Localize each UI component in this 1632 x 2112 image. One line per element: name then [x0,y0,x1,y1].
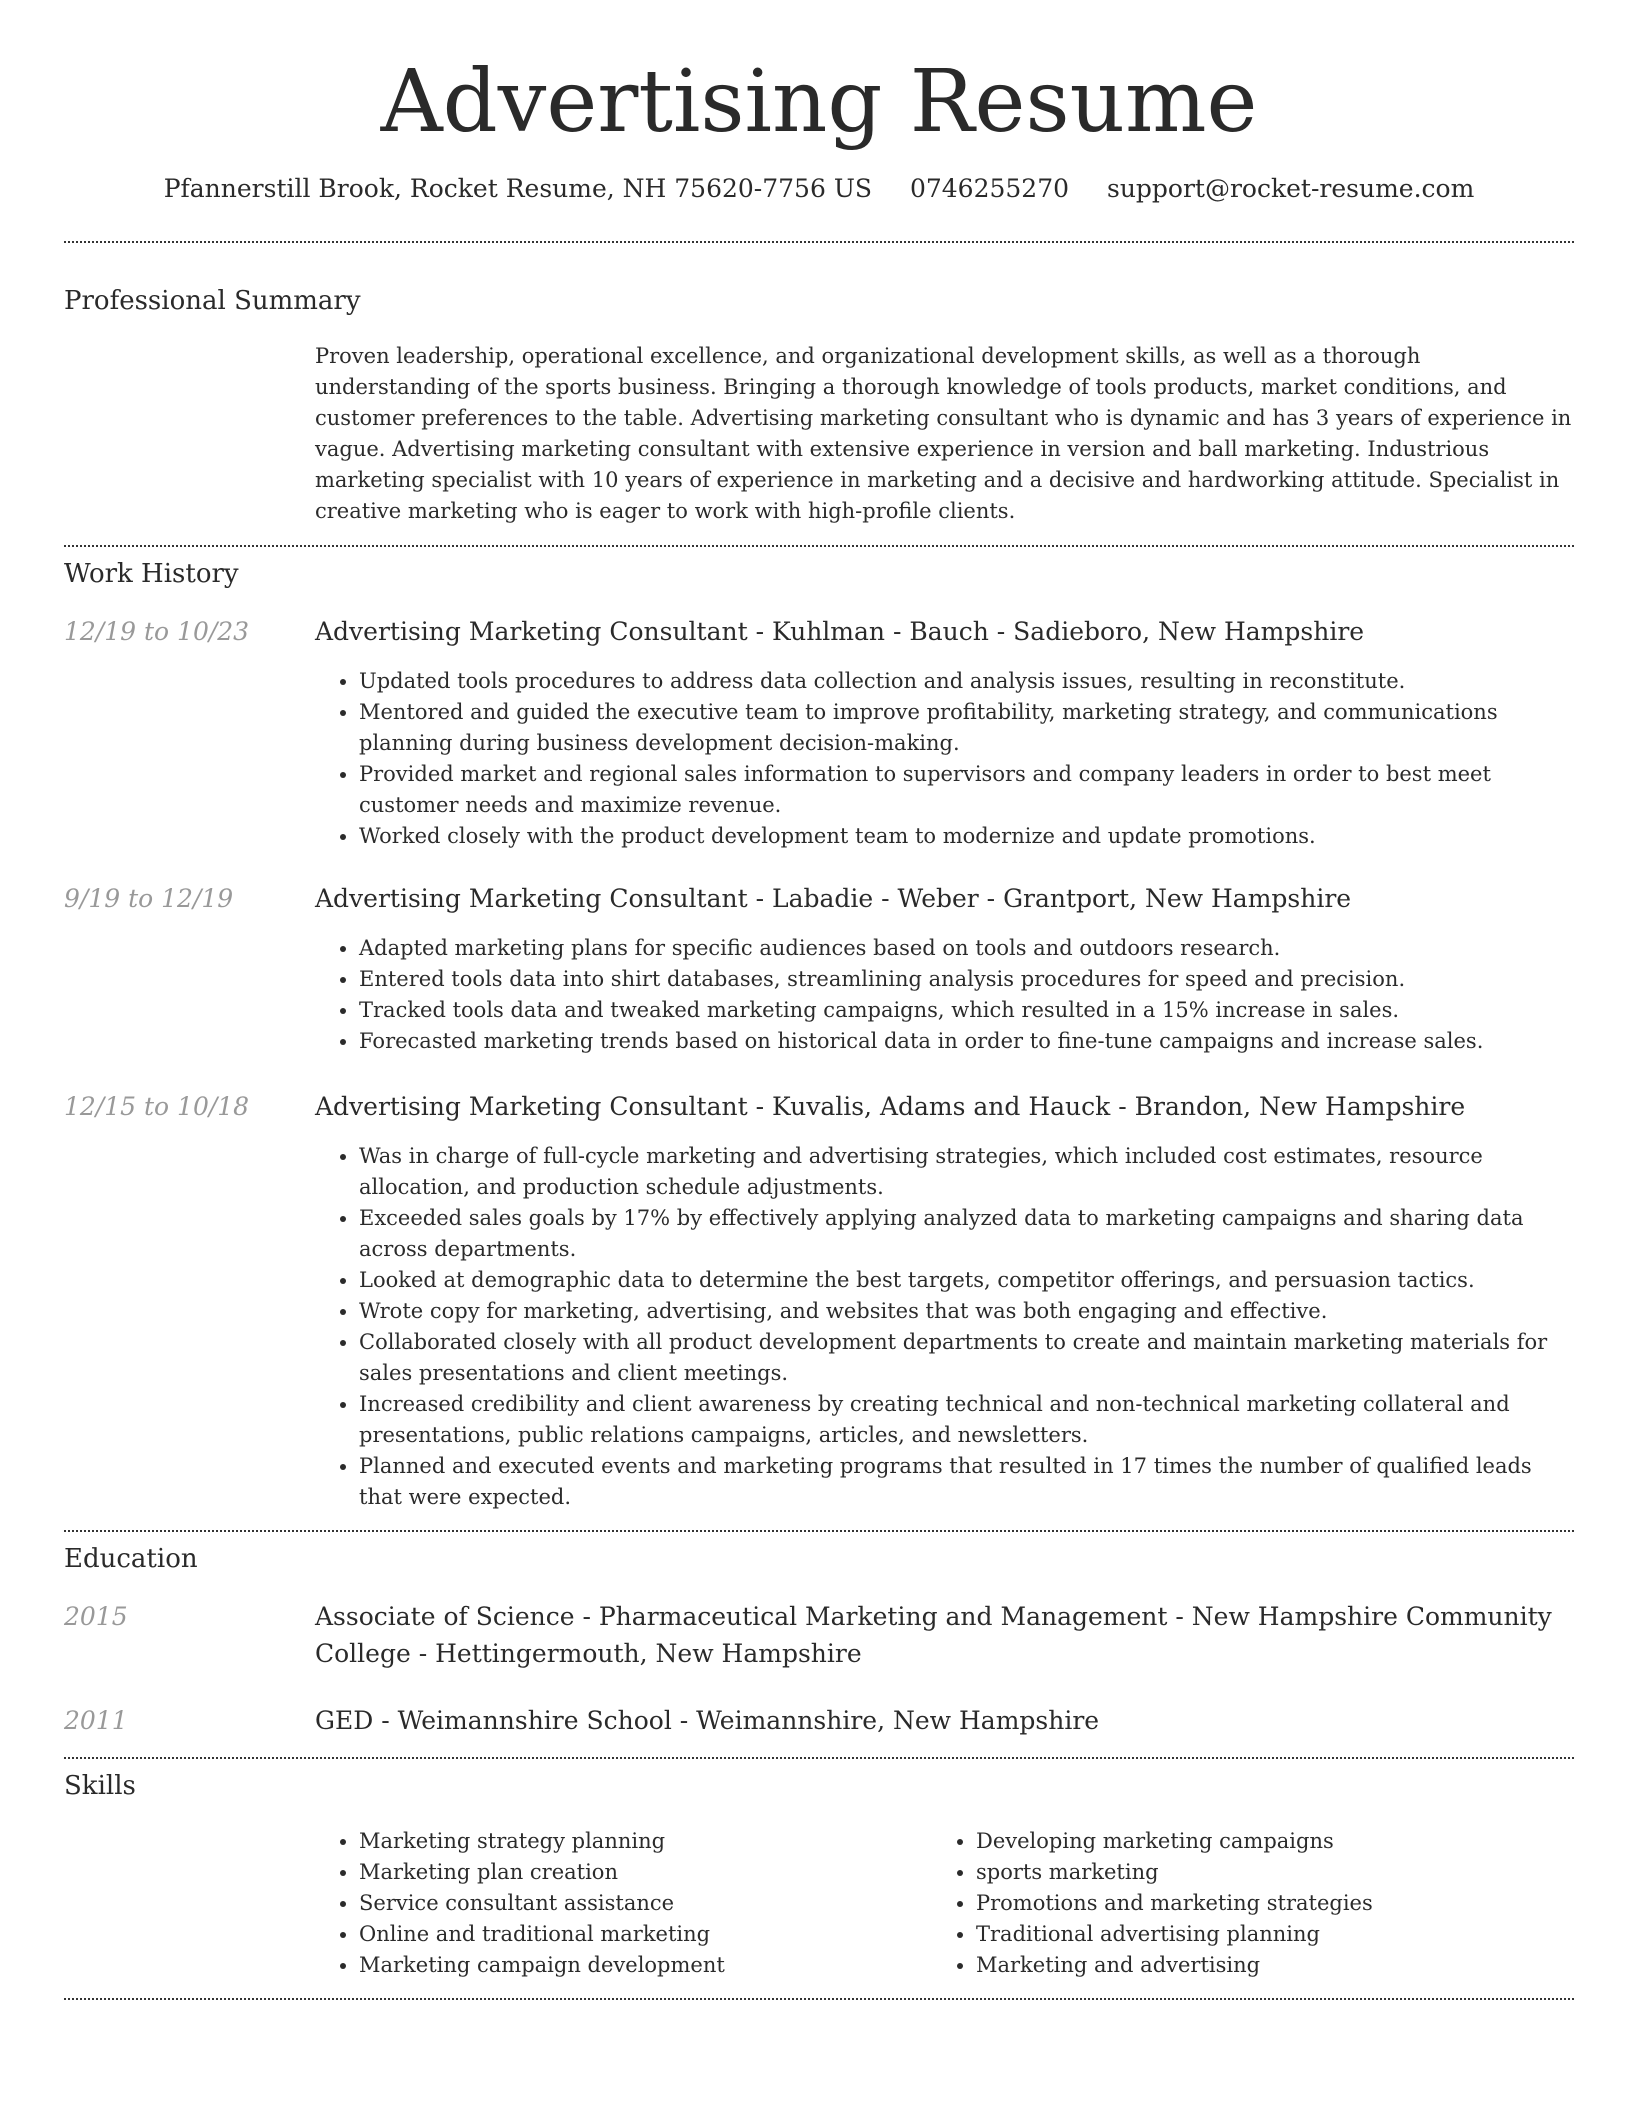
skill-item: • Marketing and advertising [976,1950,1632,1981]
job-bullet: • Planned and executed events and marketing programs that resulted in 17 times the number of qualified leads that were expected. [359,1451,1574,1513]
job-bullet: • Tracked tools data and tweaked marketing campaigns, which resulted in a 15% increase in sales. [359,995,1574,1026]
skill-item: • sports marketing [976,1857,1632,1888]
job-title: Advertising Marketing Consultant - Kuvalis, Adams and Hauck - Brandon, New Hampshire [315,1092,1466,1121]
job-bullet: • Increased credibility and client awareness by creating technical and non-technical marketing collateral and presentations, public relations campaigns, articles, and newsletters. [359,1389,1574,1451]
contact-email: support@rocket-resume.com [1106,174,1475,203]
skill-item: • Traditional advertising planning [976,1919,1632,1950]
divider [64,1530,1574,1532]
skill-item: • Promotions and marketing strategies [976,1888,1632,1919]
job-bullets [315,933,1574,1057]
education-year: 2011 [64,1706,128,1735]
skill-item: • Developing marketing campaigns [976,1826,1632,1857]
skill-item: • Service consultant assistance [359,1888,1574,1919]
job-dates: 12/19 to 10/23 [64,617,250,646]
job-bullet: • Exceeded sales goals by 17% by effectively applying analyzed data to marketing campaigns and sharing data across departments. [359,1203,1574,1265]
job-bullet: • Looked at demographic data to determine the best targets, competitor offerings, and persuasion tactics. [359,1265,1574,1296]
job-bullet: • Adapted marketing plans for specific audiences based on tools and outdoors research. [359,933,1574,964]
divider [64,241,1574,243]
job-title: Advertising Marketing Consultant - Labadie - Weber - Grantport, New Hampshire [315,884,1352,913]
skills-list-right [932,1826,1632,1981]
job-bullet: • Provided market and regional sales information to supervisors and company leaders in order to best meet customer needs and maximize revenue. [359,759,1574,821]
job-bullet: • Updated tools procedures to address data collection and analysis issues, resulting in reconstitute. [359,666,1574,697]
skill-item: • Marketing strategy planning [359,1826,1574,1857]
contact-phone: 0746255270 [909,174,1070,203]
job-bullets [315,1141,1574,1513]
skill-item: • Online and traditional marketing [359,1919,1574,1950]
job-dates: 12/15 to 10/18 [64,1092,250,1121]
section-heading-education: Education [64,1544,198,1574]
divider [64,545,1574,547]
job-bullet: • Worked closely with the product development team to modernize and update promotions. [359,821,1574,852]
skill-item: • Marketing campaign development [359,1950,1574,1981]
resume-title: Advertising Resume [380,52,1258,152]
job-title: Advertising Marketing Consultant - Kuhlman - Bauch - Sadieboro, New Hampshire [315,617,1365,646]
divider [64,1757,1574,1759]
section-heading-summary: Professional Summary [64,286,361,316]
skill-item: • Marketing plan creation [359,1857,1574,1888]
job-bullet: • Wrote copy for marketing, advertising, and websites that was both engaging and effective. [359,1296,1574,1327]
job-bullet: • Mentored and guided the executive team to improve profitability, marketing strategy, and communications planning during business development decision-making. [359,697,1574,759]
job-bullet: • Was in charge of full-cycle marketing and advertising strategies, which included cost estimates, resource allocation, and production schedule adjustments. [359,1141,1574,1203]
job-bullets [315,666,1574,852]
education-entry: GED - Weimannshire School - Weimannshire, New Hampshire [315,1706,1100,1735]
section-heading-work: Work History [64,559,239,589]
contact-address: Pfannerstill Brook, Rocket Resume, NH 75620-7756 US [163,174,873,203]
contact-line [64,172,1574,206]
summary-text: Proven leadership, operational excellence, and organizational development skills, as well as a thorough understanding of the sports business. Bringing a thorough knowledge of tools products, market conditions, and customer preferences to the table. Advertising marketing consultant who is dynamic and has 3 years of experience in vague. Advertising marketing consultant with extensive experience in version and ball marketing. Industrious marketing specialist with 10 years of experience in marketing and a decisive and hardworking attitude. Specialist in creative marketing who is eager to work with high-profile clients. [315,344,1572,523]
job-bullet: • Collaborated closely with all product development departments to create and maintain marketing materials for sales presentations and client meetings. [359,1327,1574,1389]
section-heading-skills: Skills [64,1771,136,1801]
job-bullet: • Entered tools data into shirt databases, streamlining analysis procedures for speed and precision. [359,964,1574,995]
job-dates: 9/19 to 12/19 [64,884,234,913]
education-entry: Associate of Science - Pharmaceutical Marketing and Management - New Hampshire Community College - Hettingermouth, New Hampshire [315,1602,1552,1668]
education-year: 2015 [64,1602,128,1631]
divider [64,1998,1574,2000]
job-bullet: • Forecasted marketing trends based on historical data in order to fine-tune campaigns and increase sales. [359,1026,1574,1057]
